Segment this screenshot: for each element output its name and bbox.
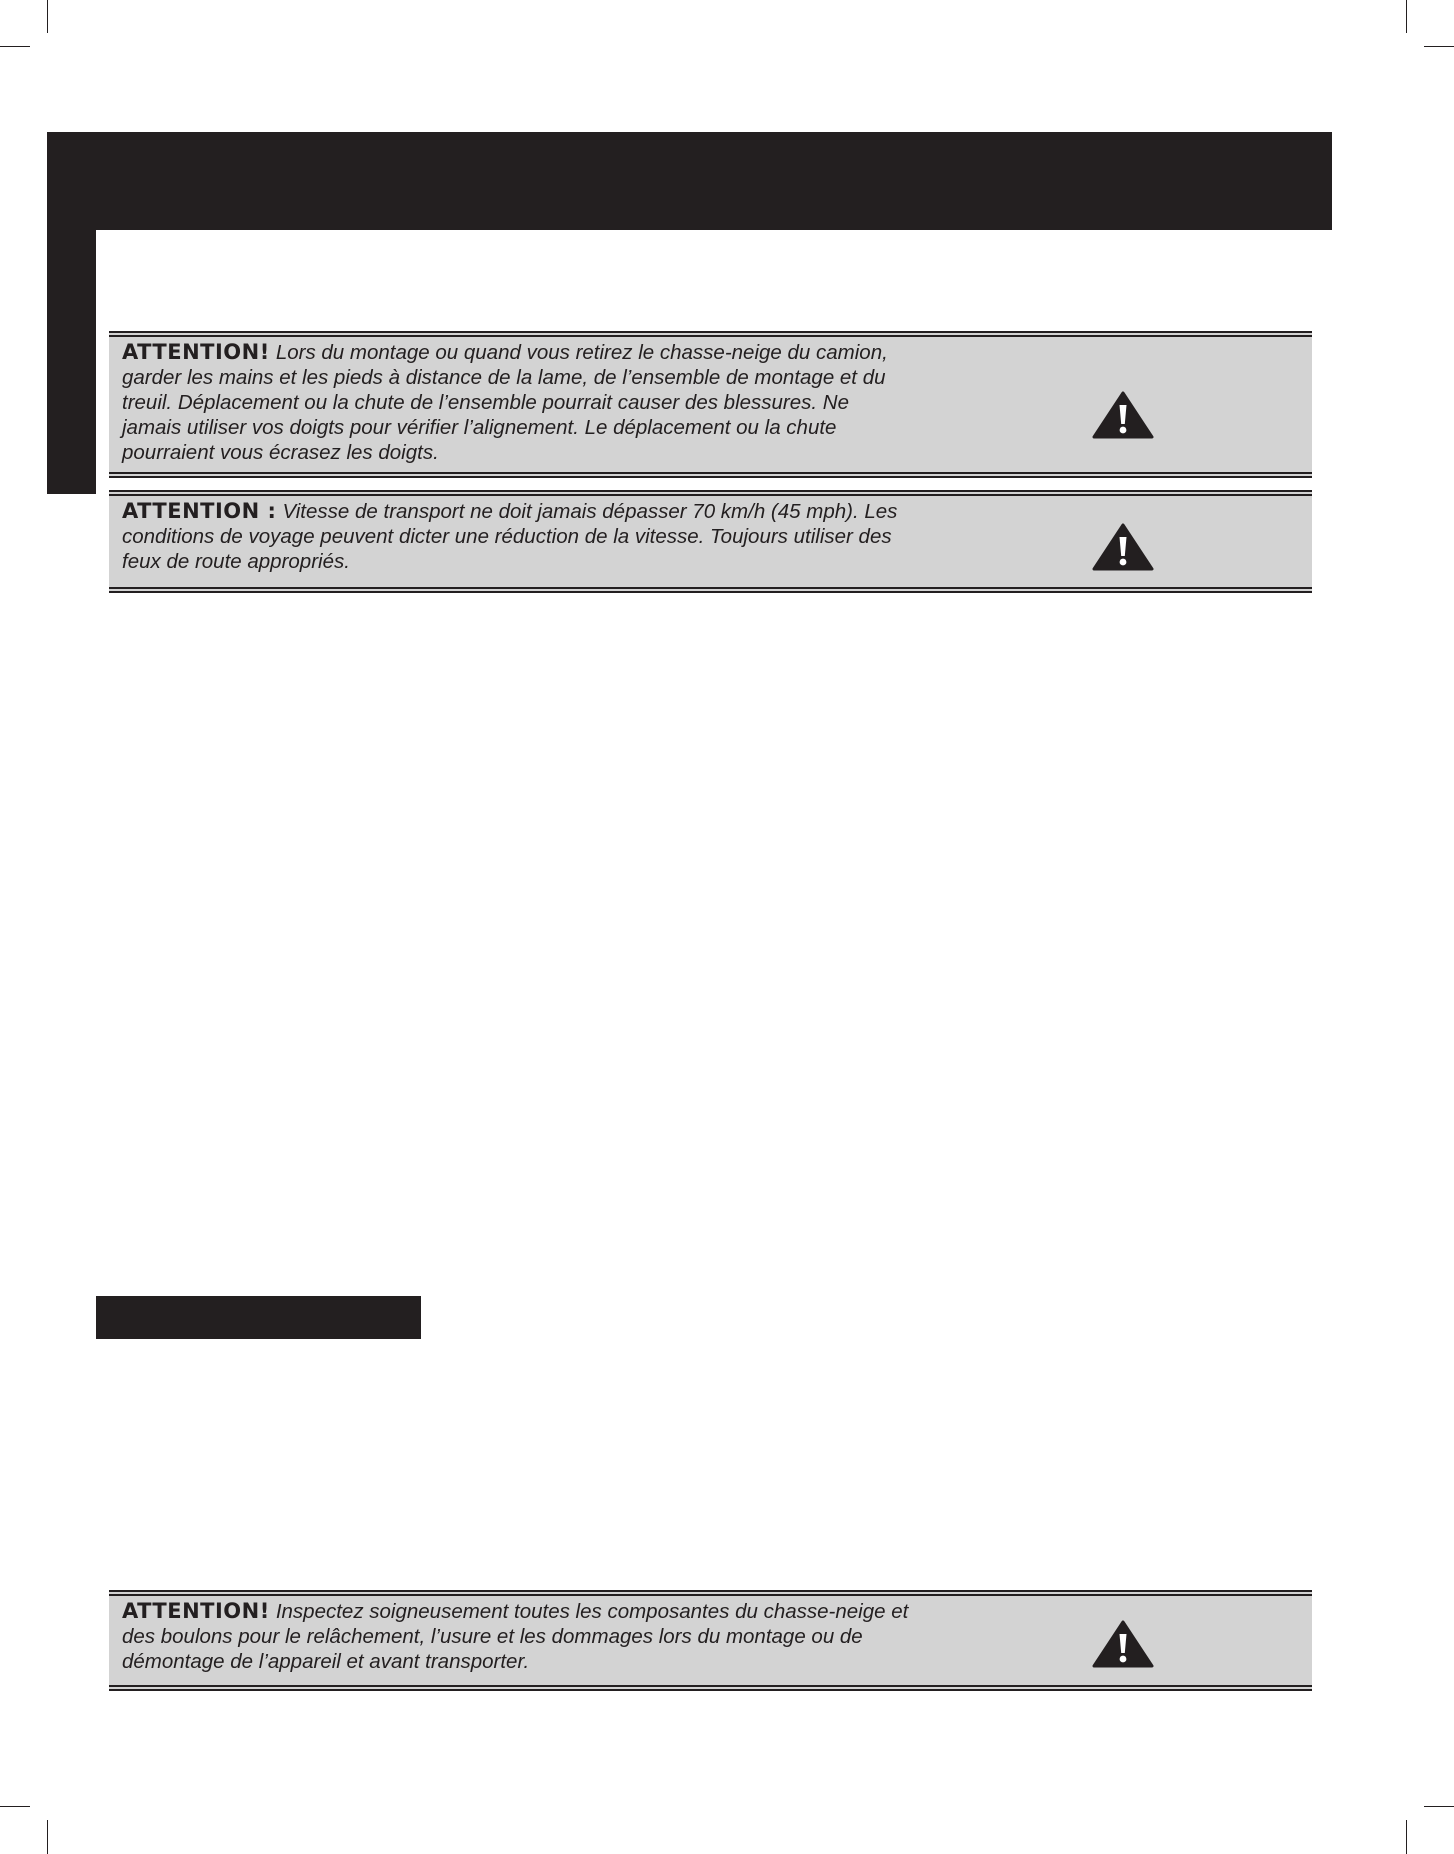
crop-mark [0,46,30,47]
crop-mark [1406,1820,1407,1854]
warning-body: Lors du montage ou quand vous retirez le chasse-neige du camion, garder les mains et les pieds à distance de la lame, de l’ensemble de montage et du treuil. Déplacement ou la chute de l’ensemble pourrait causer des blessures. Ne jamais utiliser vos doigts pour vérifier l’alignement. Le déplacement ou la chute pourraient vous écrasez les doigts. [122,341,888,464]
crop-mark [47,0,48,33]
warning-text [122,1599,912,1674]
header-bar [47,132,1332,230]
warning-body: Vitesse de transport ne doit jamais dépasser 70 km/h (45 mph). Les conditions de voyage peuvent dicter une réduction de la vitesse. Toujours utiliser des feux de route appropriés. [122,500,898,573]
side-tab [47,230,96,494]
crop-mark [1424,46,1454,47]
crop-mark [1424,1806,1454,1807]
warning-body: Inspectez soigneusement toutes les composantes du chasse-neige et des boulons pour le relâchement, l’usure et les dommages lors du montage ou de démontage de l’appareil et avant transporter. [122,1600,909,1673]
warning-triangle-icon [1092,1620,1154,1668]
warning-box [109,490,1312,593]
warning-box [109,1590,1312,1691]
warning-label: ATTENTION! [122,340,270,364]
crop-mark [47,1820,48,1854]
warning-text [122,499,912,574]
warning-triangle-icon [1092,391,1154,439]
warning-box [109,331,1312,478]
warning-label: ATTENTION : [122,499,277,523]
crop-mark [0,1806,30,1807]
warning-label: ATTENTION! [122,1599,270,1623]
section-heading-bar [96,1296,421,1339]
warning-triangle-icon [1092,523,1154,571]
warning-text [122,340,912,465]
crop-mark [1406,0,1407,33]
